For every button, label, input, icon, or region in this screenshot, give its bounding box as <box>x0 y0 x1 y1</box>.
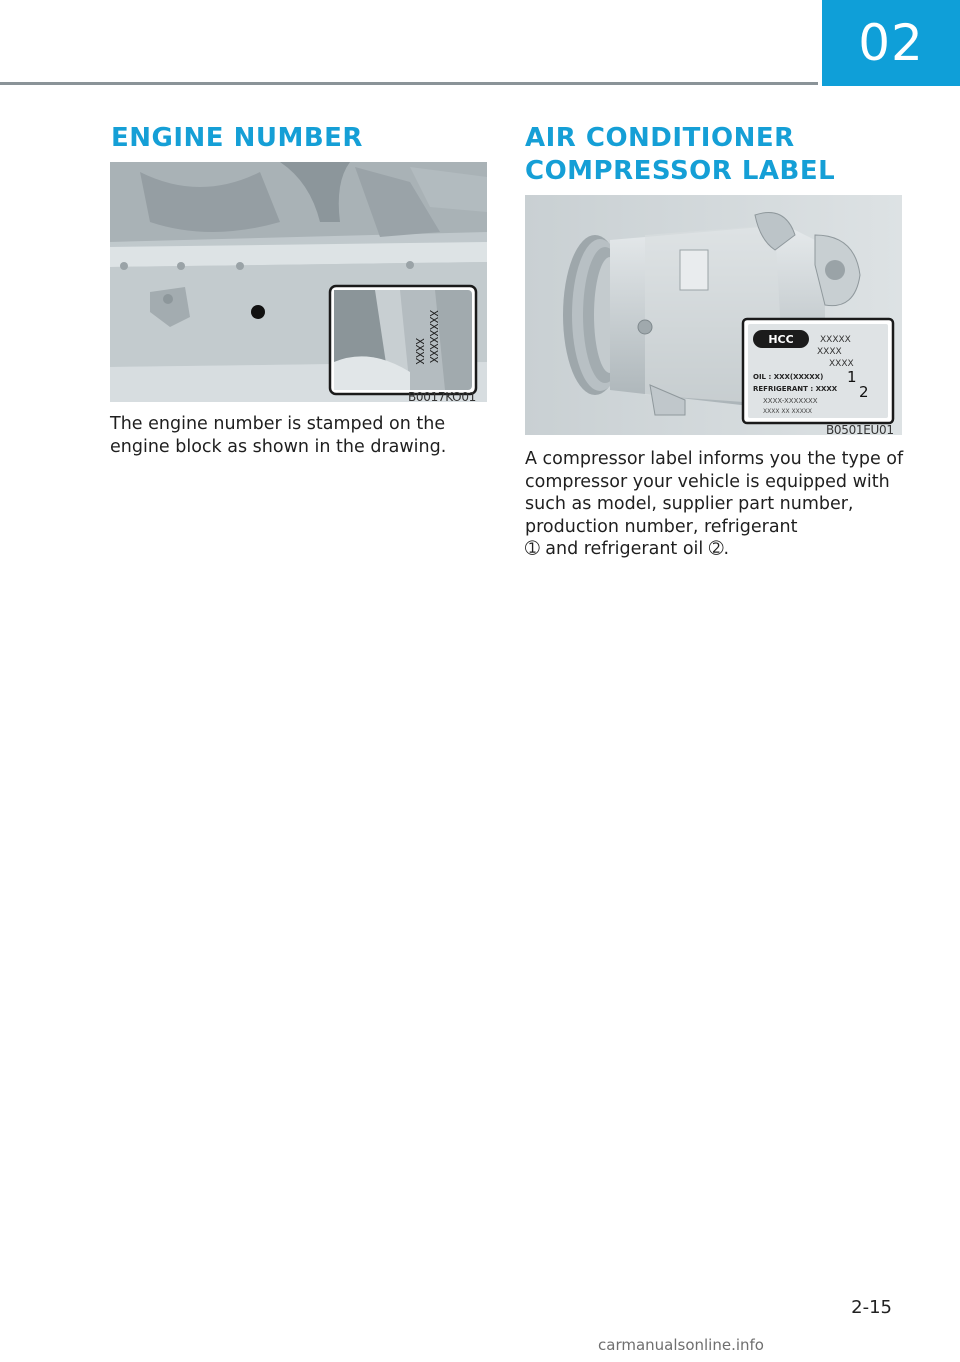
label-oil: OIL : XXX(XXXXX) <box>753 373 824 381</box>
engine-figure-code: B0017KO01 <box>408 390 476 404</box>
engine-block-illustration <box>110 162 487 402</box>
refrigerant-marker: ➀ <box>525 539 540 559</box>
page-number: 2-15 <box>851 1297 892 1318</box>
inset-stamp-text-2: XXXXXXXX <box>427 310 440 363</box>
watermark: carmanualsonline.info <box>598 1336 764 1354</box>
compressor-heading-line1: AIR CONDITIONER <box>525 123 795 153</box>
compressor-description-text: A compressor label informs you the type of compressor your vehicle is equipped with such as model, supplier part number, production number, refrigerant <box>525 449 904 537</box>
label-line2: XXXX <box>817 347 842 357</box>
label-line1: XXXXX <box>820 335 851 345</box>
chapter-tab: 02 <box>822 0 960 86</box>
label-line3: XXXX <box>829 359 854 369</box>
label-callout-2: 2 <box>859 383 869 401</box>
compressor-description <box>525 448 905 561</box>
compressor-description-mid: and refrigerant oil <box>545 539 704 559</box>
inset-stamp-text-1: XXXX <box>413 338 426 365</box>
engine-block-figure <box>110 162 487 402</box>
compressor-heading-line2: COMPRESSOR LABEL <box>525 156 836 186</box>
compressor-figure-code: B0501EU01 <box>826 423 894 437</box>
refrigerant-oil-marker: ➁ <box>708 539 724 559</box>
engine-number-heading: ENGINE NUMBER <box>111 123 363 153</box>
label-refrigerant: REFRIGERANT : XXXX <box>753 385 838 393</box>
label-logo: HCC <box>768 333 794 346</box>
engine-number-description: The engine number is stamped on the engine block as shown in the drawing. <box>110 414 447 457</box>
compressor-figure <box>525 195 902 435</box>
compressor-description-end: . <box>723 539 730 559</box>
compressor-illustration <box>525 195 902 435</box>
label-line7: XXXX XX XXXXX <box>763 408 813 415</box>
header-rule <box>0 82 818 85</box>
label-line6: XXXX-XXXXXXX <box>763 397 818 405</box>
label-callout-1: 1 <box>847 368 857 386</box>
